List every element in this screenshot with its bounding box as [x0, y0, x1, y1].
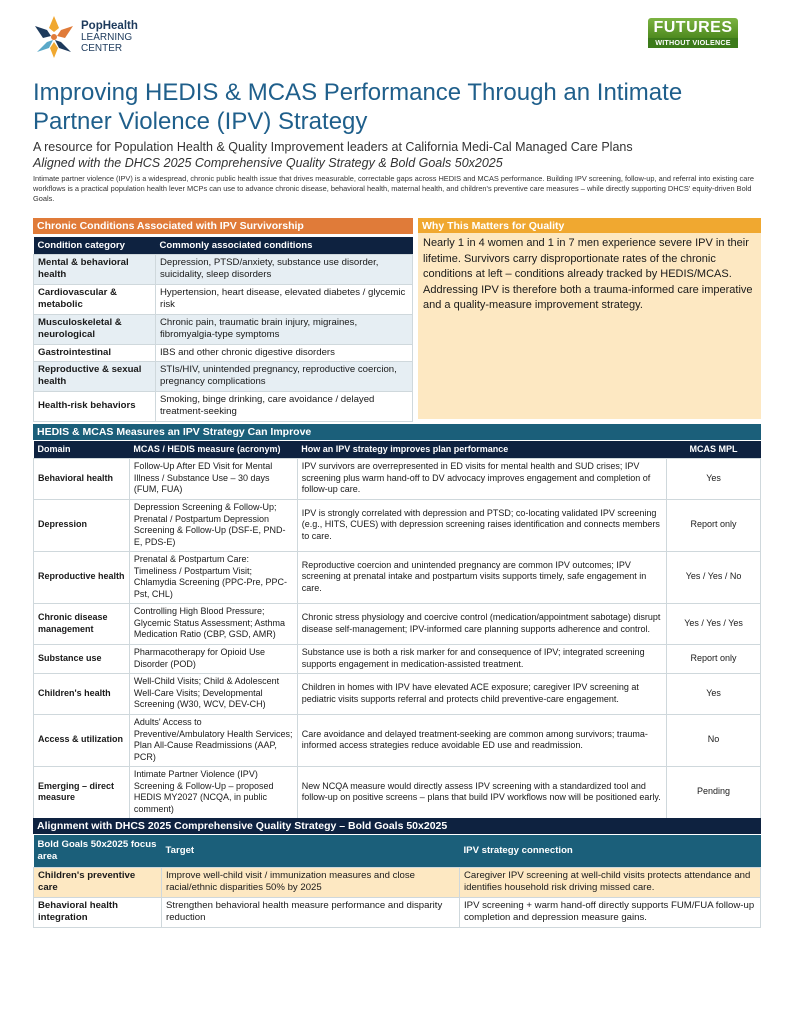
- hedis-mpl: Yes: [667, 673, 761, 714]
- fwv-logo-line1: FUTURES: [648, 18, 738, 38]
- chronic-category: Gastrointestinal: [34, 344, 156, 361]
- chronic-conditions: IBS and other chronic digestive disorders: [156, 344, 413, 361]
- hedis-measure: Well-Child Visits; Child & Adolescent Well-Care Visits; Developmental Screening (W30, WCV, DEV-CH): [129, 673, 297, 714]
- table-row: [34, 344, 413, 361]
- alignment-table: [33, 835, 761, 928]
- hedis-domain: Access & utilization: [34, 714, 130, 766]
- logo-line3: CENTER: [81, 42, 123, 54]
- alignment-target: Improve well-child visit / immunization measures and close racial/ethnic disparities 50% by 2025: [162, 867, 460, 897]
- hedis-how: Substance use is both a risk marker for and consequence of IPV; integrated screening supports engagement in medication-assisted treatment.: [297, 644, 666, 673]
- table-row: [34, 603, 761, 644]
- hedis-mpl: Report only: [667, 644, 761, 673]
- hedis-how: IPV is strongly correlated with depression and PTSD; co-locating validated IPV screening (e.g., HITS, CUES) with depression screening raises identification and connects members to care.: [297, 499, 666, 551]
- table-row: [34, 314, 413, 344]
- chronic-conditions: Chronic pain, traumatic brain injury, migraines, fibromyalgia-type symptoms: [156, 314, 413, 344]
- hedis-mpl: Report only: [667, 499, 761, 551]
- why-section-heading: Why This Matters for Quality: [418, 218, 761, 234]
- hedis-how: IPV survivors are overrepresented in ED visits for mental health and SUD crises; IPV screening plus warm hand-off to DV advocacy improves engagement and completion of follow-up care.: [297, 458, 666, 499]
- hedis-domain: Emerging – direct measure: [34, 766, 130, 818]
- alignment-connection: Caregiver IPV screening at well-child visits protects attendance and identifies household risk driving missed care.: [460, 867, 761, 897]
- table-row: [34, 673, 761, 714]
- hedis-mpl: Yes / Yes / Yes: [667, 603, 761, 644]
- fwv-logo-line2: WITHOUT VIOLENCE: [648, 38, 738, 48]
- hedis-domain: Chronic disease management: [34, 603, 130, 644]
- hedis-section-heading: HEDIS & MCAS Measures an IPV Strategy Can Improve: [33, 424, 761, 440]
- intro-paragraph: Intimate partner violence (IPV) is a widespread, chronic public health issue that drives measurable, correctable gaps across HEDIS and MCAS performance. Building IPV screening, follow-up, and referral into existing care workflows is a practical population health lever MCPs can use to advance chronic disease, behavioral health, maternal health, and children's preventive care measures – while directly supporting DHCS' equity-driven Bold Goals.: [33, 174, 754, 203]
- page-subtitle-aligned: Aligned with the DHCS 2025 Comprehensive Quality Strategy & Bold Goals 50x2025: [33, 156, 503, 170]
- hedis-measures-table: [33, 441, 761, 819]
- hedis-col-domain: Domain: [34, 441, 130, 458]
- hedis-measure: Prenatal & Postpartum Care: Timeliness / Postpartum Visit; Chlamydia Screening (PPC-Pre, PPC-Pst, CHL): [129, 551, 297, 603]
- hedis-col-how: How an IPV strategy improves plan performance: [297, 441, 666, 458]
- chronic-category: Mental & behavioral health: [34, 254, 156, 284]
- chronic-conditions: Depression, PTSD/anxiety, substance use disorder, suicidality, sleep disorders: [156, 254, 413, 284]
- table-row: [34, 254, 413, 284]
- chronic-conditions-table: [33, 237, 413, 422]
- table-row: [34, 551, 761, 603]
- table-row: [34, 897, 761, 927]
- alignment-col-area: Bold Goals 50x2025 focus area: [34, 835, 162, 867]
- hedis-measure: Intimate Partner Violence (IPV) Screening & Follow-Up – proposed HEDIS MY2027 (NCQA, in public comment): [129, 766, 297, 818]
- hedis-domain: Children's health: [34, 673, 130, 714]
- hedis-mpl: No: [667, 714, 761, 766]
- table-row: [34, 284, 413, 314]
- hedis-how: Children in homes with IPV have elevated ACE exposure; caregiver IPV screening at pediatric visits supports referral and protects child preventive-care engagement.: [297, 673, 666, 714]
- hedis-domain: Reproductive health: [34, 551, 130, 603]
- pophealth-logo: [33, 12, 173, 62]
- futures-without-violence-logo: [648, 18, 738, 50]
- chronic-section-heading: Chronic Conditions Associated with IPV Survivorship: [33, 218, 413, 234]
- alignment-area: Children's preventive care: [34, 867, 162, 897]
- alignment-header-row: [34, 835, 761, 867]
- pophealth-logo-icon: [33, 14, 75, 60]
- logo-line2: LEARNING: [81, 31, 133, 43]
- hedis-measure: Controlling High Blood Pressure; Glycemic Status Assessment; Asthma Medication Ratio (CBP, GSD, AMR): [129, 603, 297, 644]
- chronic-conditions: Hypertension, heart disease, elevated diabetes / glycemic risk: [156, 284, 413, 314]
- hedis-mpl: Pending: [667, 766, 761, 818]
- hedis-header-row: [34, 441, 761, 458]
- chronic-conditions: STIs/HIV, unintended pregnancy, reproductive coercion, pregnancy complications: [156, 361, 413, 391]
- page-subtitle: A resource for Population Health & Quality Improvement leaders at California Medi-Cal Managed Care Plans: [33, 140, 633, 154]
- table-row: [34, 391, 413, 421]
- hedis-domain: Depression: [34, 499, 130, 551]
- table-row: [34, 867, 761, 897]
- hedis-how: Care avoidance and delayed treatment-seeking are common among survivors; trauma-informed access strategies reduce avoidable ED use and readmission.: [297, 714, 666, 766]
- hedis-mpl: Yes: [667, 458, 761, 499]
- chronic-col-category: Condition category: [34, 237, 156, 254]
- chronic-col-conditions: Commonly associated conditions: [156, 237, 413, 254]
- hedis-how: Chronic stress physiology and coercive control (medication/appointment sabotage) disrupt disease self-management; IPV-informed care planning supports adherence and control.: [297, 603, 666, 644]
- chronic-category: Cardiovascular & metabolic: [34, 284, 156, 314]
- hedis-col-measure: MCAS / HEDIS measure (acronym): [129, 441, 297, 458]
- hedis-mpl: Yes / Yes / No: [667, 551, 761, 603]
- alignment-section-heading: Alignment with DHCS 2025 Comprehensive Quality Strategy – Bold Goals 50x2025: [33, 818, 761, 834]
- table-row: [34, 714, 761, 766]
- hedis-col-mpl: MCAS MPL: [667, 441, 761, 458]
- why-callout-text: Nearly 1 in 4 women and 1 in 7 men experience severe IPV in their lifetime. Survivors carry disproportionate rates of the chronic conditions at left – conditions already tracked by HEDIS/MCAS. Addressing IPV is therefore both a trauma-informed care imperative and a quality-measure improvement strategy.: [423, 237, 753, 311]
- hedis-how: Reproductive coercion and unintended pregnancy are common IPV outcomes; IPV screening at prenatal intake and postpartum visits supports timely, safe engagement in care.: [297, 551, 666, 603]
- alignment-target: Strengthen behavioral health measure performance and disparity reduction: [162, 897, 460, 927]
- alignment-col-connection: IPV strategy connection: [460, 835, 761, 867]
- hedis-domain: Substance use: [34, 644, 130, 673]
- table-row: [34, 361, 413, 391]
- table-row: [34, 766, 761, 818]
- chronic-category: Reproductive & sexual health: [34, 361, 156, 391]
- hedis-domain: Behavioral health: [34, 458, 130, 499]
- table-row: [34, 458, 761, 499]
- chronic-category: Health-risk behaviors: [34, 391, 156, 421]
- table-row: [34, 499, 761, 551]
- pophealth-logo-text: [81, 21, 138, 54]
- hedis-how: New NCQA measure would directly assess IPV screening with a standardized tool and follow-up on positive screens – plans that build IPV workflows now will be positioned early.: [297, 766, 666, 818]
- alignment-area: Behavioral health integration: [34, 897, 162, 927]
- hedis-measure: Depression Screening & Follow-Up; Prenatal / Postpartum Depression Screening & Follow-Up (DSF-E, PND-E, PDS-E): [129, 499, 297, 551]
- hedis-measure: Adults' Access to Preventive/Ambulatory Health Services; Plan All-Cause Readmissions (AAP, PCR): [129, 714, 297, 766]
- chronic-category: Musculoskeletal & neurological: [34, 314, 156, 344]
- hedis-measure: Pharmacotherapy for Opioid Use Disorder (POD): [129, 644, 297, 673]
- alignment-col-target: Target: [162, 835, 460, 867]
- page-title: Improving HEDIS & MCAS Performance Through an Intimate Partner Violence (IPV) Strategy: [33, 79, 683, 135]
- table-row: [34, 644, 761, 673]
- chronic-conditions: Smoking, binge drinking, care avoidance / delayed treatment-seeking: [156, 391, 413, 421]
- logo-line1: PopHealth: [81, 19, 138, 32]
- chronic-header-row: [34, 237, 413, 254]
- alignment-connection: IPV screening + warm hand-off directly supports FUM/FUA follow-up completion and depression measure gains.: [460, 897, 761, 927]
- hedis-measure: Follow-Up After ED Visit for Mental Illness / Substance Use – 30 days (FUM, FUA): [129, 458, 297, 499]
